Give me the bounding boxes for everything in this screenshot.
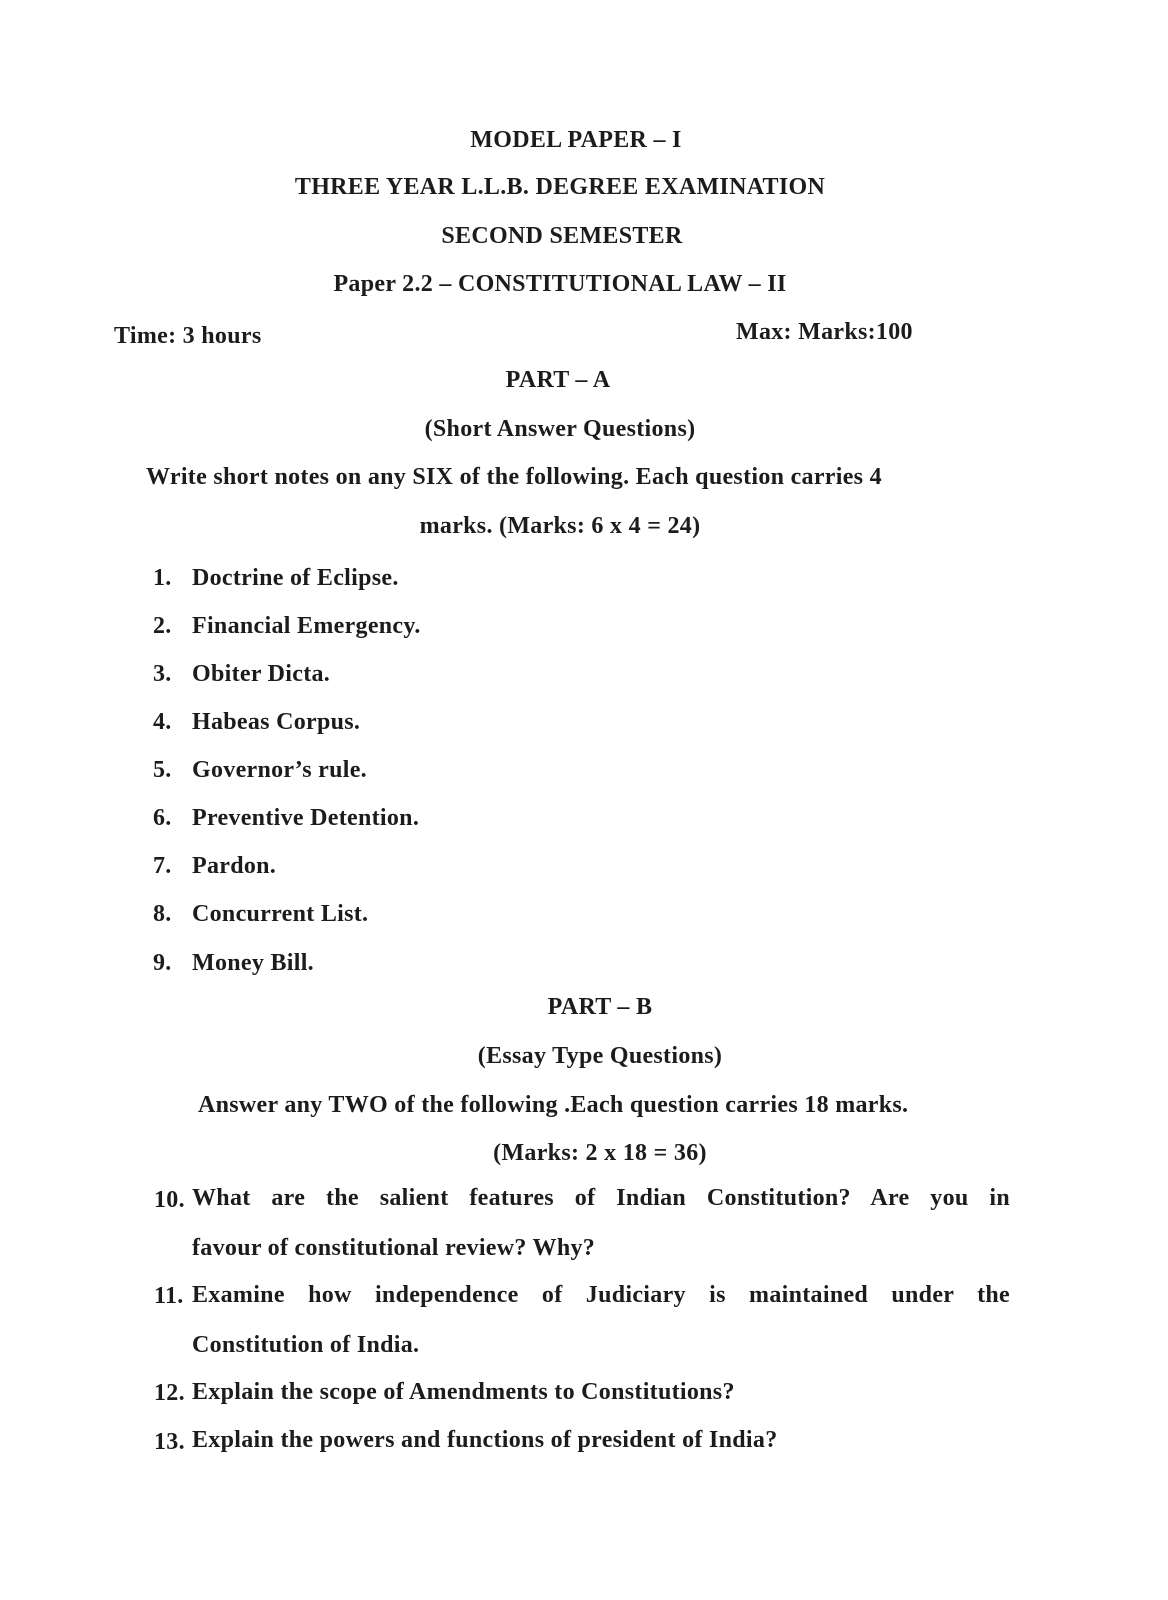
part-b-instruction-line2: (Marks: 2 x 18 = 36): [493, 1140, 707, 1166]
question-text: Concurrent List.: [192, 901, 369, 927]
part-a-instruction-line2: marks. (Marks: 6 x 4 = 24): [419, 513, 701, 539]
question-number: 8.: [153, 901, 172, 927]
question-number: 12.: [154, 1380, 185, 1406]
question-text: Doctrine of Eclipse.: [192, 565, 399, 591]
question-number: 3.: [153, 661, 172, 687]
question-number: 1.: [153, 565, 172, 591]
time-allowed: Time: 3 hours: [114, 323, 262, 349]
semester: SECOND SEMESTER: [441, 223, 683, 249]
question-text-line1: What are the salient features of Indian Constitution? Are you in: [192, 1185, 1010, 1211]
question-number: 6.: [153, 805, 172, 831]
question-text: Money Bill.: [192, 950, 314, 976]
part-a-heading: PART – A: [505, 367, 611, 393]
question-number: 11.: [154, 1283, 184, 1309]
exam-name: THREE YEAR L.L.B. DEGREE EXAMINATION: [294, 174, 826, 200]
question-number: 5.: [153, 757, 172, 783]
paper-title: MODEL PAPER – I: [470, 127, 682, 153]
question-text-line2: favour of constitutional review? Why?: [192, 1235, 596, 1261]
question-text-line1: Explain the scope of Amendments to Constitutions?: [192, 1379, 735, 1405]
part-b-instruction-line1: Answer any TWO of the following .Each question carries 18 marks.: [198, 1092, 909, 1118]
part-a-subheading: (Short Answer Questions): [424, 416, 696, 442]
question-text-line2: Constitution of India.: [192, 1332, 420, 1358]
part-b-heading: PART – B: [547, 994, 653, 1020]
question-text-line1: Examine how independence of Judiciary is maintained under the: [192, 1282, 1010, 1308]
question-text-line1: Explain the powers and functions of president of India?: [192, 1427, 778, 1453]
question-text: Obiter Dicta.: [192, 661, 331, 687]
max-marks: Max: Marks:100: [736, 319, 913, 345]
question-text: Financial Emergency.: [192, 613, 421, 639]
question-number: 9.: [153, 950, 172, 976]
question-text: Governor’s rule.: [192, 757, 367, 783]
question-text: Habeas Corpus.: [192, 709, 361, 735]
question-text: Pardon.: [192, 853, 277, 879]
part-a-instruction-line1: Write short notes on any SIX of the following. Each question carries 4: [146, 464, 882, 490]
question-text: Preventive Detention.: [192, 805, 420, 831]
question-number: 2.: [153, 613, 172, 639]
paper-name: Paper 2.2 – CONSTITUTIONAL LAW – II: [333, 271, 787, 297]
question-number: 7.: [153, 853, 172, 879]
part-b-subheading: (Essay Type Questions): [477, 1043, 723, 1069]
question-number: 4.: [153, 709, 172, 735]
question-number: 13.: [154, 1429, 185, 1455]
question-number: 10.: [154, 1187, 185, 1213]
